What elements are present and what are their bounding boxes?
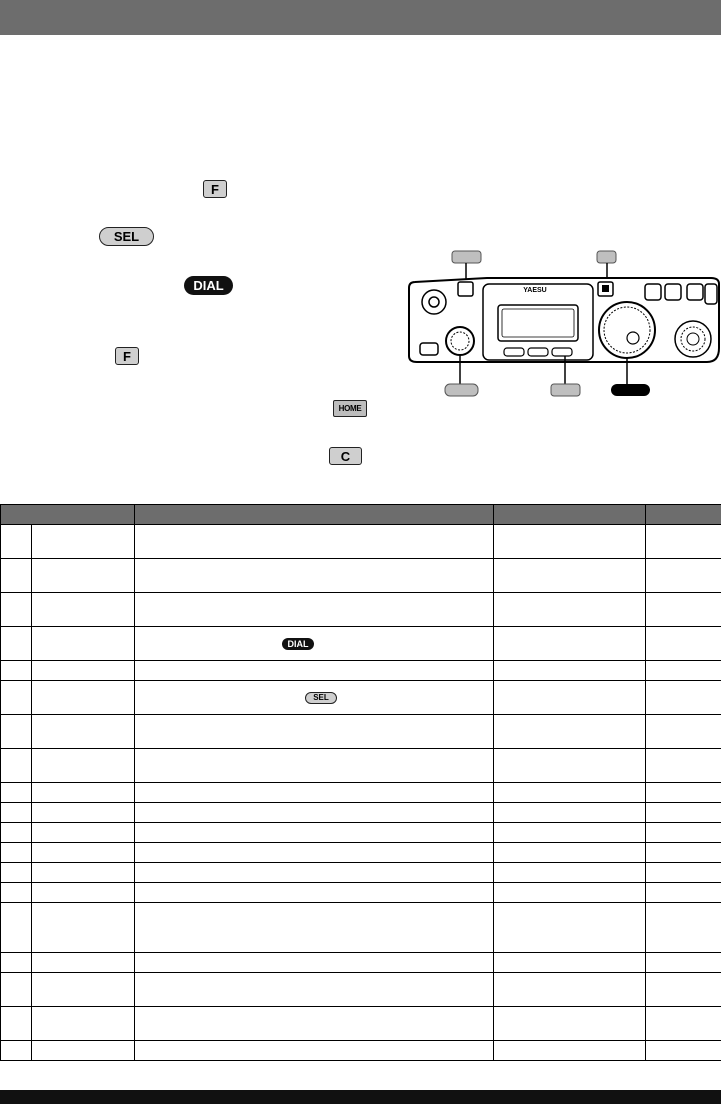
cell-function [135, 749, 494, 783]
cell-menu-name [32, 559, 135, 593]
table-row [1, 903, 721, 953]
table-row [1, 525, 721, 559]
cell-number [1, 883, 32, 903]
cell-menu-name [32, 1007, 135, 1041]
table-row [1, 749, 721, 783]
cell-values [494, 661, 646, 681]
cell-default [646, 973, 721, 1007]
cell-values [494, 823, 646, 843]
cell-number [1, 681, 32, 715]
table-row [1, 1041, 721, 1061]
dial-key-icon: DIAL [282, 638, 314, 650]
cell-function [135, 783, 494, 803]
table-row [1, 715, 721, 749]
cell-menu-name [32, 823, 135, 843]
cell-values [494, 1007, 646, 1041]
cell-menu-name [32, 883, 135, 903]
cell-default [646, 627, 721, 661]
cell-function [135, 843, 494, 863]
cell-number [1, 1041, 32, 1061]
table-row [1, 973, 721, 1007]
cell-function [135, 661, 494, 681]
cell-default [646, 843, 721, 863]
cell-function [135, 973, 494, 1007]
table-row [1, 803, 721, 823]
cell-function [135, 559, 494, 593]
f-key-icon-2: F [115, 347, 139, 365]
cell-number [1, 661, 32, 681]
cell-values [494, 883, 646, 903]
cell-default [646, 559, 721, 593]
cell-default [646, 593, 721, 627]
sel-key-icon: SEL [305, 692, 337, 704]
cell-values [494, 843, 646, 863]
cell-menu-name [32, 863, 135, 883]
cell-menu-name [32, 661, 135, 681]
table-header-row [1, 505, 721, 525]
cell-function [135, 903, 494, 953]
cell-number [1, 627, 32, 661]
f-key-icon: F [203, 180, 227, 198]
cell-number [1, 525, 32, 559]
header-cell-function [135, 505, 494, 525]
cell-values [494, 803, 646, 823]
menu-table [0, 504, 721, 1061]
cell-values [494, 903, 646, 953]
header-cell-values [494, 505, 646, 525]
cell-values [494, 863, 646, 883]
cell-number [1, 843, 32, 863]
cell-number [1, 973, 32, 1007]
cell-default [646, 803, 721, 823]
cell-function [135, 803, 494, 823]
cell-default [646, 953, 721, 973]
home-key-icon: HOME [333, 400, 367, 417]
cell-number [1, 903, 32, 953]
cell-values [494, 953, 646, 973]
table-row [1, 843, 721, 863]
section-header-bar [0, 0, 721, 35]
cell-default [646, 681, 721, 715]
cell-default [646, 525, 721, 559]
cell-menu-name [32, 715, 135, 749]
cell-number [1, 1007, 32, 1041]
cell-function [135, 823, 494, 843]
cell-number [1, 559, 32, 593]
cell-number [1, 783, 32, 803]
radio-front-panel-drawing [407, 248, 721, 398]
cell-number [1, 803, 32, 823]
cell-menu-name [32, 525, 135, 559]
cell-default [646, 863, 721, 883]
cell-function [135, 1041, 494, 1061]
cell-menu-name [32, 627, 135, 661]
cell-menu-name [32, 749, 135, 783]
cell-values [494, 973, 646, 1007]
cell-function [135, 863, 494, 883]
cell-default [646, 715, 721, 749]
cell-values [494, 559, 646, 593]
table-row [1, 661, 721, 681]
cell-menu-name [32, 681, 135, 715]
cell-number [1, 863, 32, 883]
sel-key-icon: SEL [99, 227, 154, 246]
cell-values [494, 715, 646, 749]
cell-default [646, 749, 721, 783]
table-row [1, 863, 721, 883]
radio-front-panel-figure [407, 248, 721, 398]
cell-menu-name [32, 903, 135, 953]
cell-menu-name [32, 973, 135, 1007]
cell-values [494, 593, 646, 627]
page-footer-bar [0, 1090, 721, 1104]
cell-function [135, 1007, 494, 1041]
cell-function [135, 883, 494, 903]
dial-key-icon: DIAL [184, 276, 233, 295]
table-row [1, 953, 721, 973]
cell-default [646, 1007, 721, 1041]
cell-menu-name [32, 783, 135, 803]
cell-values [494, 749, 646, 783]
cell-menu-name [32, 843, 135, 863]
table-row [1, 559, 721, 593]
cell-function [135, 627, 494, 661]
cell-function [135, 715, 494, 749]
cell-number [1, 953, 32, 973]
cell-values [494, 783, 646, 803]
cell-default [646, 903, 721, 953]
table-row [1, 883, 721, 903]
table-row [1, 593, 721, 627]
cell-number [1, 823, 32, 843]
radio-brand-label: YAESU [523, 287, 547, 294]
cell-menu-name [32, 593, 135, 627]
cell-function [135, 681, 494, 715]
cell-function [135, 525, 494, 559]
cell-number [1, 749, 32, 783]
table-row [1, 681, 721, 715]
cell-default [646, 883, 721, 903]
cell-function [135, 953, 494, 973]
cell-menu-name [32, 803, 135, 823]
cell-number [1, 593, 32, 627]
cell-default [646, 1041, 721, 1061]
cell-menu-name [32, 1041, 135, 1061]
cell-menu-name [32, 953, 135, 973]
cell-number [1, 715, 32, 749]
cell-values [494, 681, 646, 715]
header-cell-menu [1, 505, 135, 525]
cell-default [646, 783, 721, 803]
table-row [1, 627, 721, 661]
cell-default [646, 661, 721, 681]
table-row [1, 823, 721, 843]
cell-values [494, 525, 646, 559]
c-key-icon: C [329, 447, 362, 465]
table-row [1, 783, 721, 803]
table-row [1, 1007, 721, 1041]
cell-values [494, 1041, 646, 1061]
header-cell-default [646, 505, 721, 525]
table-body [1, 525, 721, 1061]
cell-default [646, 823, 721, 843]
cell-values [494, 627, 646, 661]
cell-function [135, 593, 494, 627]
